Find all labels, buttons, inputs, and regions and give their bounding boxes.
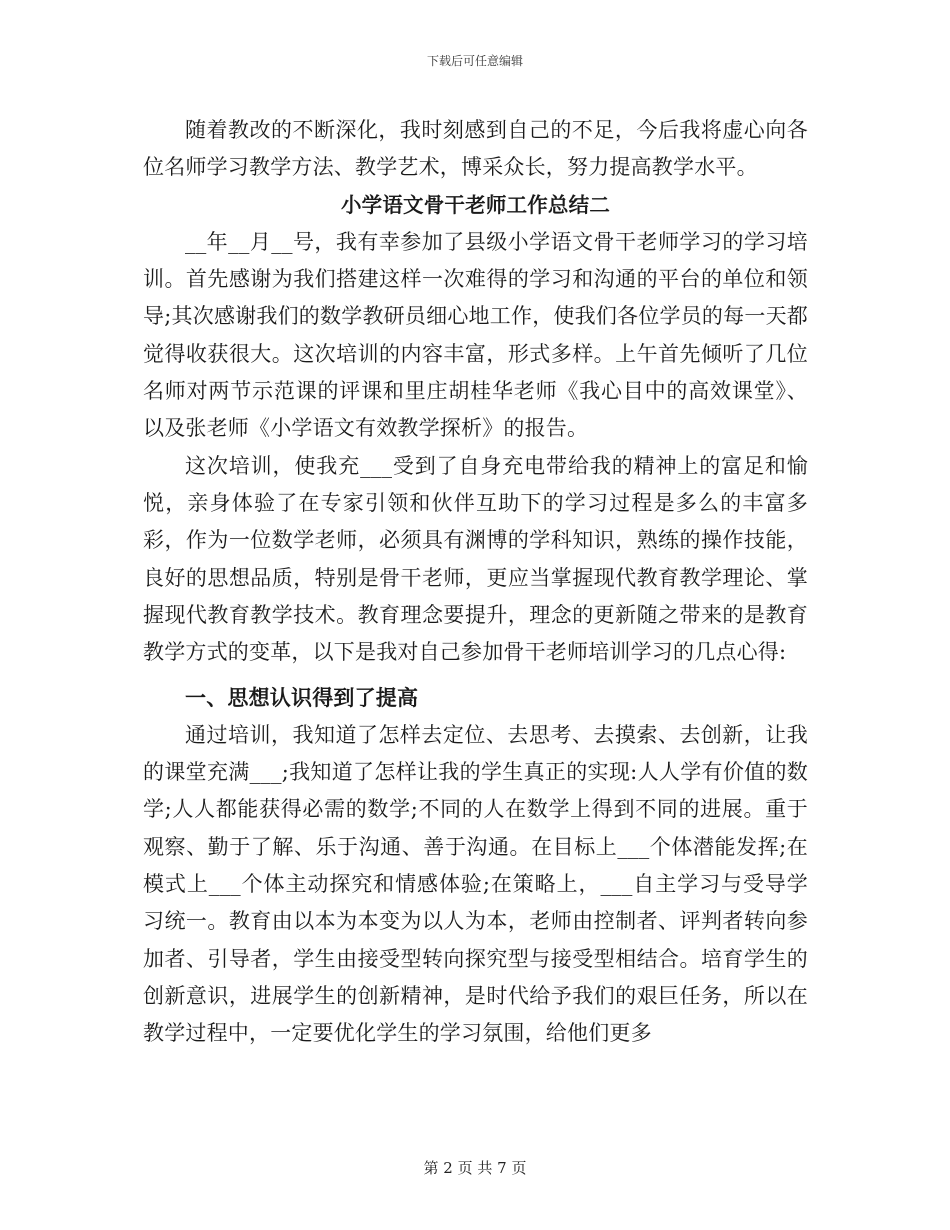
page-footer-page-number: 第 2 页 共 7 页 bbox=[423, 1159, 527, 1177]
document-title: 小学语文骨干老师工作总结二 bbox=[340, 192, 611, 217]
document-body bbox=[143, 112, 808, 1052]
paragraph-1: __年__月__号，我有幸参加了县级小学语文骨干老师学习的学习培训。首先感谢为我们搭建这样一次难得的学习和沟通的平台的单位和领导;其次感谢我们的数学教研员细心地工作，使我们各位学员的每一天都觉得收获很大。这次培训的内容丰富，形式多样。上午首先倾听了几位名师对两节示范课的评课和里庄胡桂华老师《我心目中的高效课堂》、以及张老师《小学语文有效教学探析》的报告。 bbox=[143, 229, 808, 441]
paragraph-3: 通过培训，我知道了怎样去定位、去思考、去摸索、去创新，让我的课堂充满___;我知道了怎样让我的学生真正的实现:人人学有价值的数学;人人都能获得必需的数学;不同的人在数学上得到不同的进展。重于观察、勤于了解、乐于沟通、善于沟通。在目标上___个体潜能发挥;在模式上___个体主动探究和情感体验;在策略上，___自主学习与受导学习统一。教育由以本为本变为以人为本，老师由控制者、评判者转向参加者、引导者，学生由接受型转向探究型与接受型相结合。培育学生的创新意识，进展学生的创新精神，是时代给予我们的艰巨任务，所以在教学过程中，一定要优化学生的学习氛围，给他们更多 bbox=[143, 722, 808, 1046]
page-header: 下载后可任意编辑 bbox=[426, 54, 523, 68]
intro-paragraph: 随着教改的不断深化，我时刻感到自己的不足，今后我将虚心向各位名师学习教学方法、教学艺术，博采众长，努力提高教学水平。 bbox=[143, 118, 808, 180]
section-heading: 一、思想认识得到了提高 bbox=[185, 685, 419, 711]
paragraph-2: 这次培训，使我充___受到了自身充电带给我的精神上的富足和愉悦，亲身体验了在专家引领和伙伴互助下的学习过程是多么的丰富多彩，作为一位数学老师，必须具有渊博的学科知识，熟练的操作技能，良好的思想品质，特别是骨干老师，更应当掌握现代教育教学理论、掌握现代教育教学技术。教育理念要提升，理念的更新随之带来的是教育教学方式的变革，以下是我对自己参加骨干老师培训学习的几点心得: bbox=[143, 453, 808, 665]
